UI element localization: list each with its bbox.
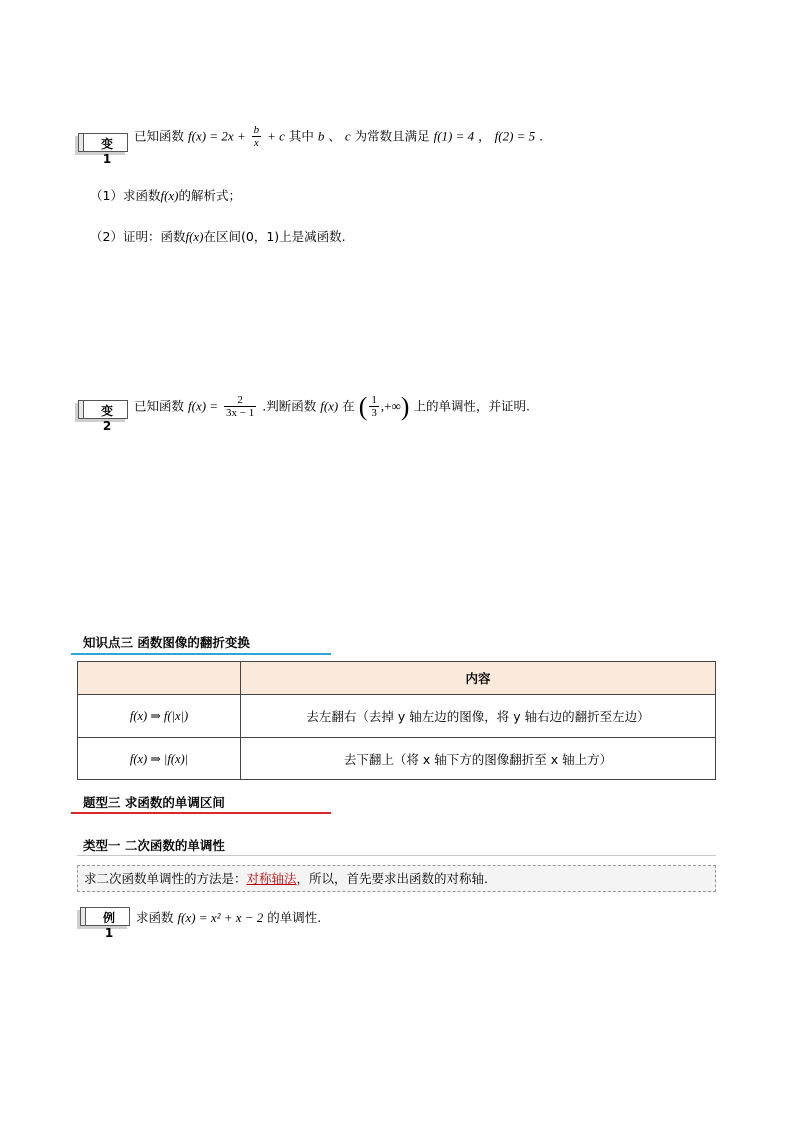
table-header-content: 内容 xyxy=(241,662,716,695)
variant1-frac-den: x xyxy=(252,136,262,149)
subtype1-underline xyxy=(77,855,716,856)
variant2-judge-func: f(x) xyxy=(320,398,339,414)
part1-number: （1） xyxy=(90,188,123,203)
variant1-func-lhs: f(x) = 2x + xyxy=(188,128,246,144)
variant1-cond-text: 为常数且满足 xyxy=(354,128,430,144)
subtype1-note-box xyxy=(77,865,716,892)
variant1-tag xyxy=(78,133,128,166)
tag-bar xyxy=(79,134,84,151)
variant1-fraction xyxy=(252,125,262,149)
variant2-question xyxy=(134,392,530,422)
interval-tail: ,+∞ xyxy=(380,398,401,414)
variant2-in: 在 xyxy=(342,398,355,414)
table-cell-formula: f(x) ⇒ |f(x)| xyxy=(78,738,241,780)
example1-text-b: 的单调性. xyxy=(267,910,322,925)
table-cell-formula: f(x) ⇒ f(|x|) xyxy=(78,695,241,738)
variant2-judge: .判断函数 xyxy=(262,398,317,414)
variant1-tag-label: 变 1 xyxy=(100,137,115,166)
variant2-tag-label: 变 2 xyxy=(100,404,115,433)
variant2-tag xyxy=(78,400,128,433)
example1-func: f(x) = x² + x − 2 xyxy=(177,910,264,925)
subtype1-heading: 类型一 二次函数的单调性 xyxy=(83,838,225,853)
part1-text-b: 的解析式； xyxy=(178,188,242,203)
interval-num: 1 xyxy=(371,394,377,406)
note-text-b: ，所以，首先要求出函数的对称轴. xyxy=(296,871,489,886)
variant1-cond1: f(1) = 4 xyxy=(433,128,475,144)
tag-bar xyxy=(81,908,86,925)
table-header-row xyxy=(78,662,716,695)
interval-den: 3 xyxy=(371,407,377,419)
knowledge-underline xyxy=(71,653,331,655)
variant2-intro: 已知函数 xyxy=(134,398,185,414)
variant1-sep: 、 xyxy=(328,128,341,144)
variant1-cond2: f(2) = 5 xyxy=(494,128,536,144)
table-header-formula xyxy=(78,662,241,695)
variant2-rest: 上的单调性，并证明. xyxy=(413,398,530,414)
knowledge-heading: 知识点三 函数图像的翻折变换 xyxy=(83,635,250,650)
note-text-a: 求二次函数单调性的方法是： xyxy=(84,871,247,886)
variant2-interval: ( $\frac{1}{3}$ ,+∞) xyxy=(358,392,410,421)
example1-question xyxy=(136,908,321,926)
part1-func: f(x) xyxy=(160,188,179,203)
variant1-var-b: b xyxy=(317,128,325,144)
variant2-frac-den: 3x − 1 xyxy=(226,407,255,419)
example1-tag xyxy=(80,907,130,940)
variant1-period: . xyxy=(539,128,544,144)
variant2-fraction xyxy=(224,395,256,419)
variant2-func-lhs: f(x) = xyxy=(188,398,219,414)
variant1-where: 其中 xyxy=(288,128,314,144)
part2-func: f(x) xyxy=(185,229,204,244)
table-row xyxy=(78,695,716,738)
variant2-frac-num: 2 xyxy=(237,394,243,406)
part2-text-b: 在区间(0，1)上是减函数. xyxy=(203,229,346,244)
variant1-var-c: c xyxy=(344,128,351,144)
type3-heading: 题型三 求函数的单调区间 xyxy=(83,795,225,810)
table-row xyxy=(78,738,716,780)
knowledge-table xyxy=(77,661,716,780)
tag-bar xyxy=(79,401,84,418)
variant1-frac-num: b xyxy=(253,124,260,136)
variant1-func-rhs: + c xyxy=(267,128,285,144)
variant1-comma: ， xyxy=(478,128,491,144)
table-cell-content: 去左翻右（去掉 y 轴左边的图像，将 y 轴右边的翻折至左边） xyxy=(241,695,716,738)
variant1-part1 xyxy=(90,186,241,204)
variant1-intro: 已知函数 xyxy=(134,128,185,144)
part2-text-a: 证明：函数 xyxy=(122,229,186,244)
variant1-part2 xyxy=(90,227,346,245)
variant1-question xyxy=(134,125,543,149)
interval-fraction xyxy=(369,395,379,419)
table-cell-content: 去下翻上（将 x 轴下方的图像翻折至 x 轴上方） xyxy=(241,738,716,780)
example1-text-a: 求函数 xyxy=(136,910,174,925)
note-highlight: 对称轴法 xyxy=(246,871,297,886)
type3-underline xyxy=(71,812,331,814)
part1-text-a: 求函数 xyxy=(122,188,161,203)
part2-number: （2） xyxy=(90,229,123,244)
example1-tag-label: 例 1 xyxy=(102,911,117,940)
